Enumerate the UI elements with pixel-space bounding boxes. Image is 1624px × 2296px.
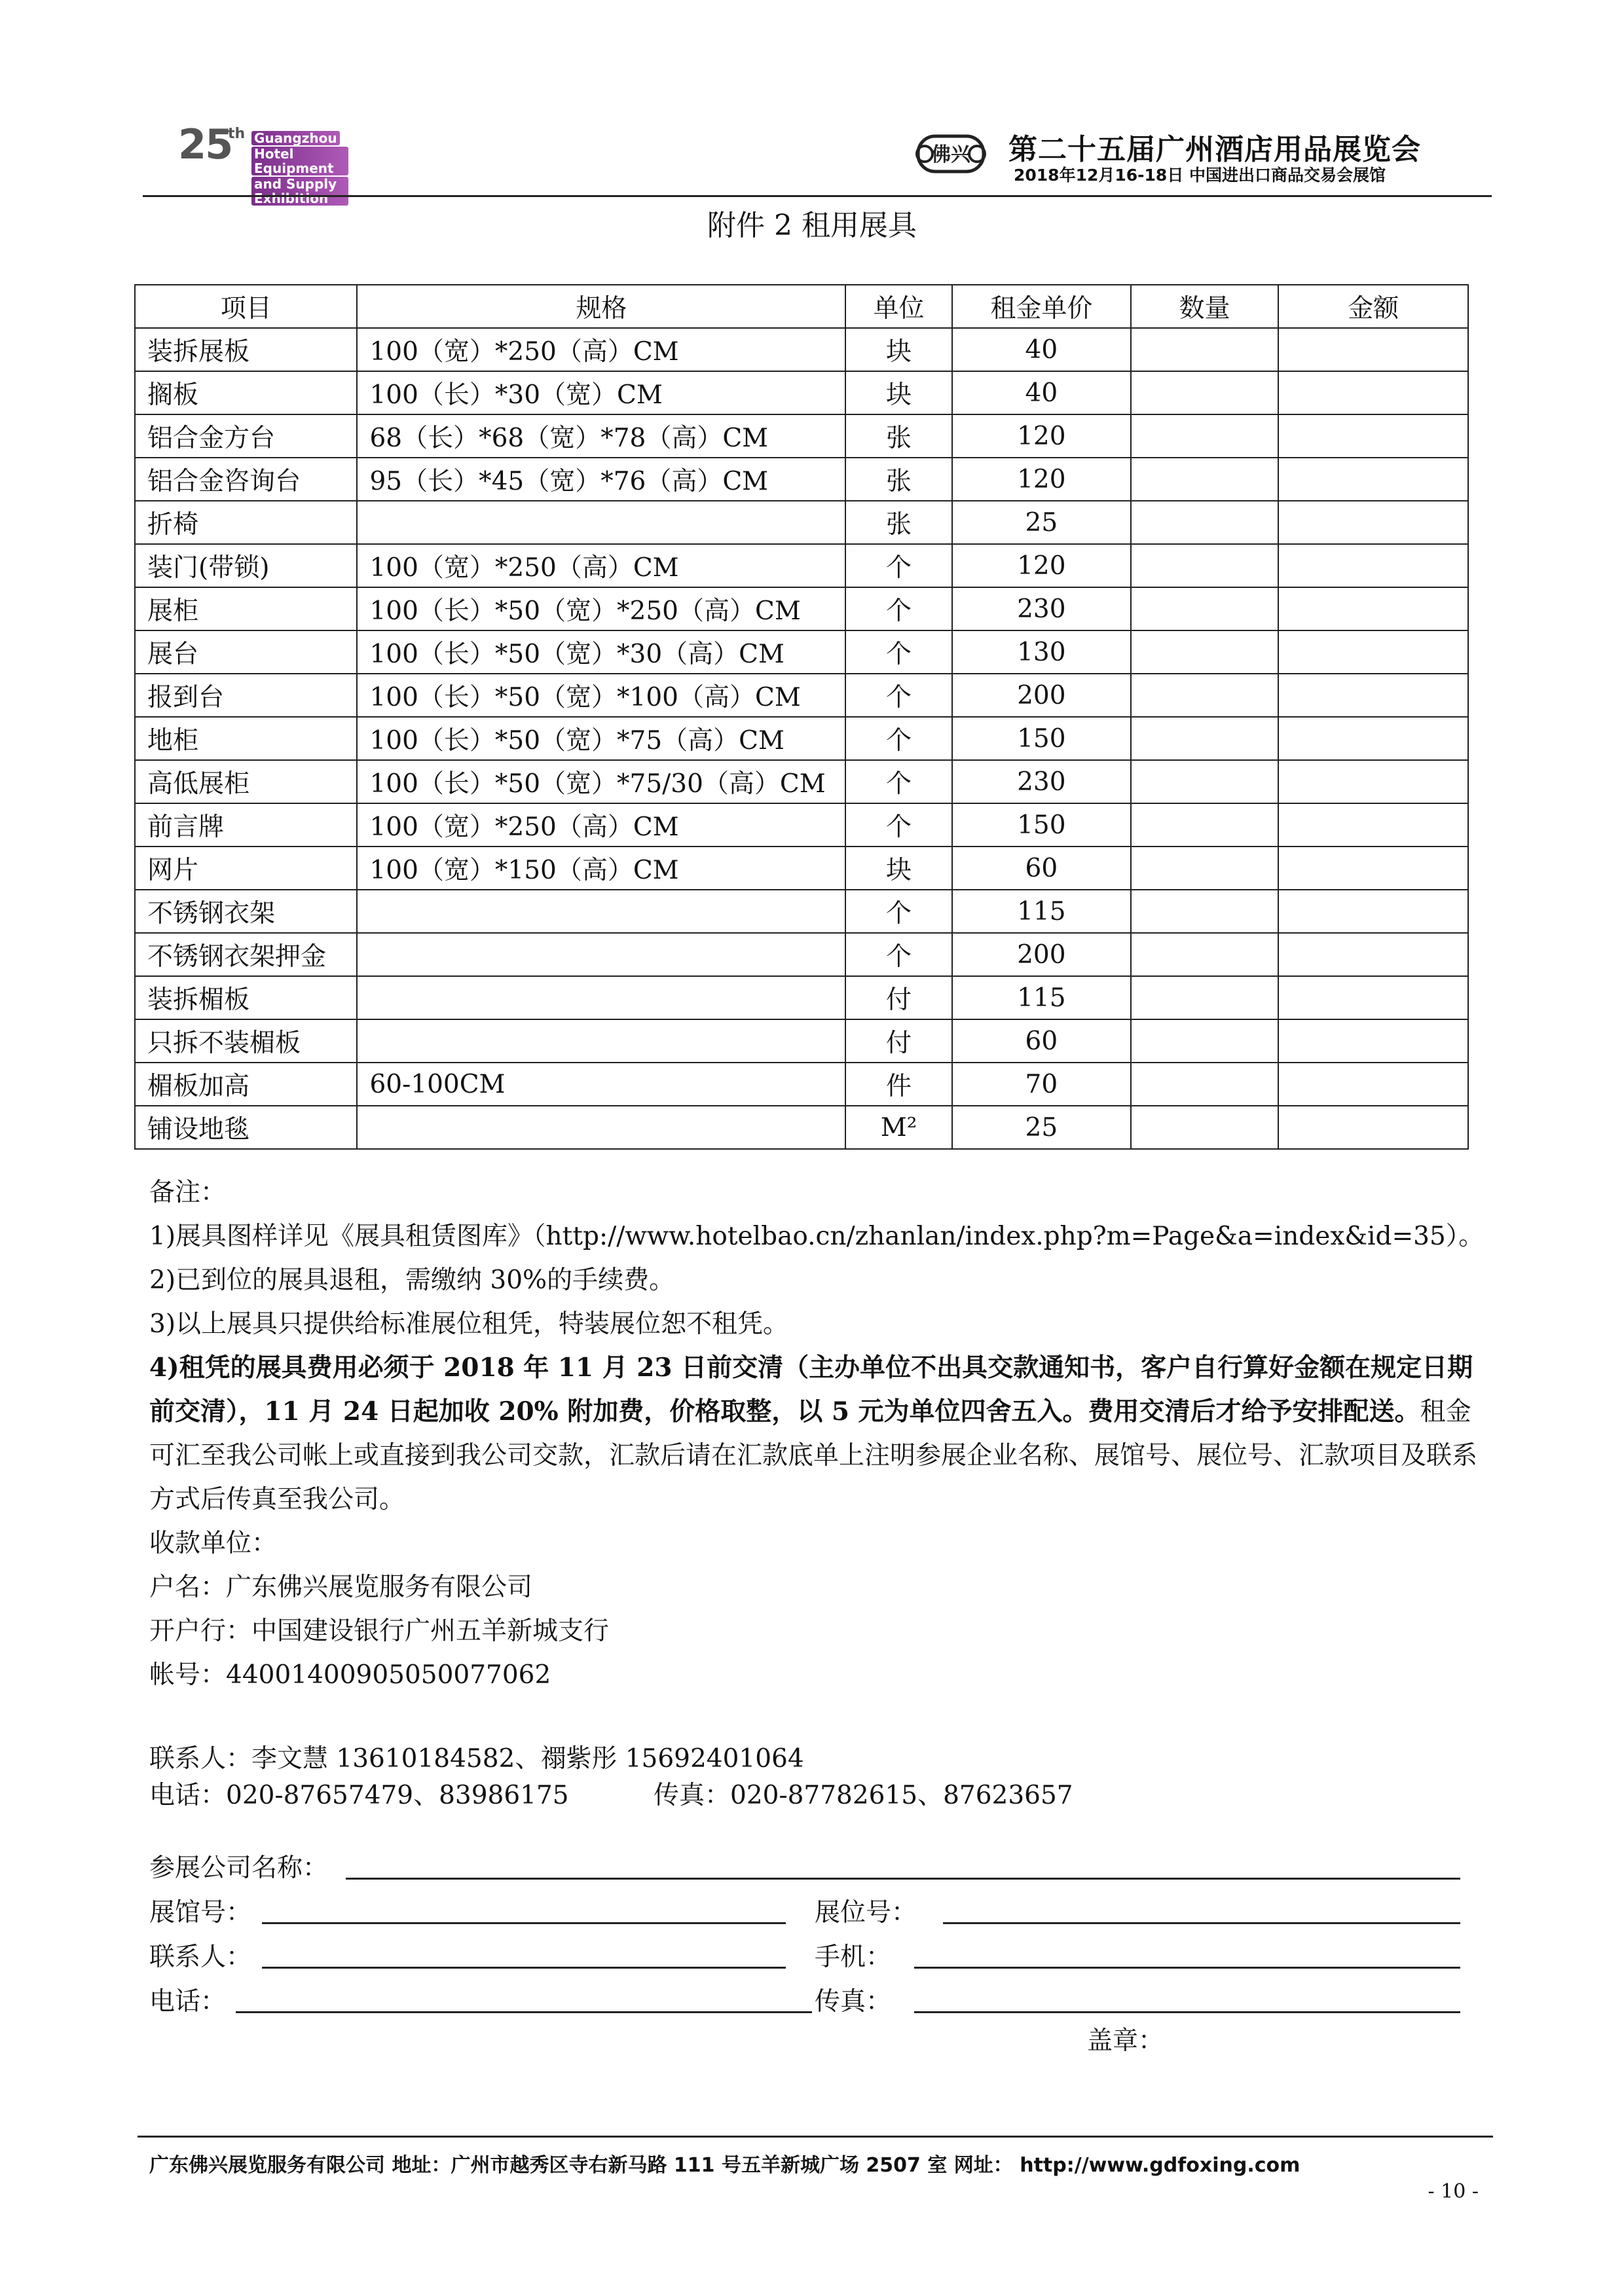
amount-cell[interactable] <box>1278 717 1468 760</box>
item-cell: 搁板 <box>135 371 357 414</box>
amount-cell[interactable] <box>1278 1019 1468 1063</box>
account-number: 帐号：44001400905050077062 <box>149 1660 551 1690</box>
quantity-cell[interactable] <box>1131 414 1278 458</box>
unit-cell: 张 <box>845 501 952 544</box>
mobile-label: 手机： <box>815 1942 892 1972</box>
spec-cell <box>357 1019 845 1063</box>
table-row <box>135 674 1468 717</box>
price-cell: 200 <box>952 674 1131 717</box>
quantity-cell[interactable] <box>1131 1063 1278 1106</box>
fax-field[interactable] <box>914 2011 1460 2013</box>
logo-number: 25 <box>178 120 232 168</box>
spec-cell: 100（长）*50（宽）*75（高）CM <box>357 717 845 760</box>
tel-label: 电话： <box>149 1987 227 2016</box>
quantity-cell[interactable] <box>1131 371 1278 414</box>
spec-cell: 100（长）*50（宽）*75/30（高）CM <box>357 760 845 803</box>
amount-cell[interactable] <box>1278 458 1468 501</box>
price-cell: 25 <box>952 501 1131 544</box>
table-row <box>135 630 1468 674</box>
unit-cell: 个 <box>845 544 952 587</box>
notes-heading: 备注： <box>149 1178 227 1207</box>
item-cell: 展柜 <box>135 587 357 630</box>
contact-phone-fax <box>149 1777 1485 1814</box>
header-amount: 金额 <box>1278 285 1468 328</box>
contact-phone: 电话：020-87657479、83986175 <box>149 1781 569 1810</box>
amount-cell[interactable] <box>1278 328 1468 371</box>
spec-cell <box>357 1106 845 1149</box>
unit-cell: 个 <box>845 933 952 976</box>
table-row <box>135 1063 1468 1106</box>
table-row <box>135 544 1468 587</box>
table-row <box>135 1106 1468 1149</box>
price-cell: 150 <box>952 717 1131 760</box>
unit-cell: 块 <box>845 328 952 371</box>
contact-persons: 联系人：李文慧 13610184582、禤紫彤 15692401064 <box>149 1744 804 1774</box>
quantity-cell[interactable] <box>1131 760 1278 803</box>
unit-cell: 张 <box>845 458 952 501</box>
item-cell: 装拆展板 <box>135 328 357 371</box>
spec-cell <box>357 890 845 933</box>
price-cell: 115 <box>952 890 1131 933</box>
account-name: 户名：广东佛兴展览服务有限公司 <box>149 1573 533 1602</box>
table-row <box>135 976 1468 1019</box>
amount-cell[interactable] <box>1278 1063 1468 1106</box>
footer-info: 广东佛兴展览服务有限公司 地址：广州市越秀区寺右新马路 111 号五羊新城广场 2507 室 网址： http://www.gdfoxing.com <box>149 2154 1301 2177</box>
amount-cell[interactable] <box>1278 587 1468 630</box>
company-name-field[interactable] <box>346 1878 1460 1880</box>
quantity-cell[interactable] <box>1131 328 1278 371</box>
spec-cell: 60-100CM <box>357 1063 845 1106</box>
unit-cell: 个 <box>845 674 952 717</box>
note-2: 2)已到位的展具退租，需缴纳 30%的手续费。 <box>149 1266 675 1295</box>
price-cell: 120 <box>952 458 1131 501</box>
foxing-logo <box>912 124 990 183</box>
price-cell: 115 <box>952 976 1131 1019</box>
item-cell: 展台 <box>135 630 357 674</box>
amount-cell[interactable] <box>1278 414 1468 458</box>
table-row <box>135 371 1468 414</box>
item-cell: 铝合金咨询台 <box>135 458 357 501</box>
table-row <box>135 458 1468 501</box>
logo-line: and Supply Exhibition <box>251 177 348 206</box>
logo-ordinal: th <box>228 126 246 142</box>
unit-cell: 件 <box>845 1063 952 1106</box>
item-cell: 不锈钢衣架 <box>135 890 357 933</box>
quantity-cell[interactable] <box>1131 717 1278 760</box>
note-3: 3)以上展具只提供给标准展位租凭，特装展位恕不租凭。 <box>149 1309 789 1339</box>
price-cell: 150 <box>952 803 1131 847</box>
spec-cell: 100（宽）*250（高）CM <box>357 328 845 371</box>
table-row <box>135 717 1468 760</box>
spec-cell: 68（长）*68（宽）*78（高）CM <box>357 414 845 458</box>
header-title: 第二十五届广州酒店用品展览会 <box>1008 133 1421 166</box>
booth-number-field[interactable] <box>943 1922 1460 1924</box>
unit-cell: 个 <box>845 717 952 760</box>
amount-cell[interactable] <box>1278 847 1468 890</box>
notes-section <box>149 1171 1485 1814</box>
amount-cell[interactable] <box>1278 371 1468 414</box>
amount-cell[interactable] <box>1278 803 1468 847</box>
spec-cell <box>357 933 845 976</box>
hall-number-label: 展馆号： <box>149 1898 252 1927</box>
tel-field[interactable] <box>236 2011 812 2013</box>
spec-cell: 100（长）*30（宽）CM <box>357 371 845 414</box>
company-name-label: 参展公司名称： <box>149 1853 329 1883</box>
unit-cell: M² <box>845 1106 952 1149</box>
price-cell: 60 <box>952 847 1131 890</box>
note-4 <box>149 1346 1485 1522</box>
contact-label: 联系人： <box>149 1942 252 1972</box>
unit-cell: 块 <box>845 371 952 414</box>
spec-cell <box>357 501 845 544</box>
item-cell: 不锈钢衣架押金 <box>135 933 357 976</box>
price-cell: 25 <box>952 1106 1131 1149</box>
header-subtitle: 2018年12月16-18日 中国进出口商品交易会展馆 <box>1014 166 1386 185</box>
unit-cell: 个 <box>845 760 952 803</box>
quantity-cell[interactable] <box>1131 890 1278 933</box>
logo-line: Hotel Equipment <box>251 147 348 175</box>
spec-cell: 100（宽）*250（高）CM <box>357 803 845 847</box>
unit-cell: 张 <box>845 414 952 458</box>
amount-cell[interactable] <box>1278 1106 1468 1149</box>
amount-cell[interactable] <box>1278 933 1468 976</box>
exhibition-logo <box>178 120 348 206</box>
item-cell: 地柜 <box>135 717 357 760</box>
price-cell: 230 <box>952 587 1131 630</box>
footer-divider <box>138 2136 1493 2138</box>
table-row <box>135 1019 1468 1063</box>
quantity-cell[interactable] <box>1131 847 1278 890</box>
amount-cell[interactable] <box>1278 674 1468 717</box>
quantity-cell[interactable] <box>1131 933 1278 976</box>
quantity-cell[interactable] <box>1131 1106 1278 1149</box>
table-row <box>135 760 1468 803</box>
hall-number-field[interactable] <box>262 1922 786 1924</box>
seal-label: 盖章： <box>1087 2026 1164 2056</box>
table-row <box>135 328 1468 371</box>
price-cell: 120 <box>952 414 1131 458</box>
price-cell: 40 <box>952 371 1131 414</box>
table-row <box>135 414 1468 458</box>
note-4-normal: 租金可汇至我公司帐上或直接到我公司交款，汇款后请在汇款底单上注明参展企业名称、展馆号、展位号、汇款项目及联系方式后传真至我公司。 <box>149 1397 1478 1514</box>
header-spec: 规格 <box>357 285 845 328</box>
item-cell: 楣板加高 <box>135 1063 357 1106</box>
price-cell: 120 <box>952 544 1131 587</box>
quantity-cell[interactable] <box>1131 587 1278 630</box>
note-4-bold: 4)租凭的展具费用必须于 2018 年 11 月 23 日前交清（主办单位不出具交款通知书，客户自行算好金额在规定日期前交清），11 月 24 日起加收 20% 附加费，价格取整，以 5 元为单位四舍五入。费用交清后才给予安排配送。 <box>149 1353 1473 1427</box>
quantity-cell[interactable] <box>1131 458 1278 501</box>
page-number: - 10 - <box>1428 2180 1479 2203</box>
spec-cell: 100（宽）*150（高）CM <box>357 847 845 890</box>
spec-cell: 100（宽）*250（高）CM <box>357 544 845 587</box>
amount-cell[interactable] <box>1278 630 1468 674</box>
header-unit: 单位 <box>845 285 952 328</box>
contact-field[interactable] <box>262 1967 786 1969</box>
spec-cell: 100（长）*50（宽）*30（高）CM <box>357 630 845 674</box>
header-quantity: 数量 <box>1131 285 1278 328</box>
header-item: 项目 <box>135 285 357 328</box>
rental-items-table <box>134 284 1469 1150</box>
quantity-cell[interactable] <box>1131 976 1278 1019</box>
price-cell: 230 <box>952 760 1131 803</box>
table-row <box>135 933 1468 976</box>
item-cell: 装拆楣板 <box>135 976 357 1019</box>
amount-cell[interactable] <box>1278 890 1468 933</box>
item-cell: 高低展柜 <box>135 760 357 803</box>
quantity-cell[interactable] <box>1131 630 1278 674</box>
document-title: 附件 2 租用展具 <box>707 209 917 242</box>
unit-cell: 个 <box>845 803 952 847</box>
fax-label: 传真： <box>815 1987 892 2016</box>
unit-cell: 付 <box>845 1019 952 1063</box>
price-cell: 200 <box>952 933 1131 976</box>
quantity-cell[interactable] <box>1131 501 1278 544</box>
quantity-cell[interactable] <box>1131 674 1278 717</box>
table-header-row <box>135 285 1468 328</box>
item-cell: 装门(带锁) <box>135 544 357 587</box>
unit-cell: 个 <box>845 630 952 674</box>
price-cell: 130 <box>952 630 1131 674</box>
table-row <box>135 803 1468 847</box>
spec-cell: 100（长）*50（宽）*250（高）CM <box>357 587 845 630</box>
header-price: 租金单价 <box>952 285 1131 328</box>
quantity-cell[interactable] <box>1131 803 1278 847</box>
table-row <box>135 587 1468 630</box>
contact-fax: 传真：020-87782615、87623657 <box>654 1781 1073 1810</box>
item-cell: 铺设地毯 <box>135 1106 357 1149</box>
unit-cell: 块 <box>845 847 952 890</box>
item-cell: 前言牌 <box>135 803 357 847</box>
table-row <box>135 501 1468 544</box>
quantity-cell[interactable] <box>1131 1019 1278 1063</box>
header-divider <box>143 195 1492 197</box>
item-cell: 铝合金方台 <box>135 414 357 458</box>
booth-number-label: 展位号： <box>815 1898 917 1927</box>
amount-cell[interactable] <box>1278 501 1468 544</box>
unit-cell: 个 <box>845 587 952 630</box>
item-cell: 网片 <box>135 847 357 890</box>
amount-cell[interactable] <box>1278 976 1468 1019</box>
unit-cell: 付 <box>845 976 952 1019</box>
mobile-field[interactable] <box>914 1967 1460 1969</box>
spec-cell <box>357 976 845 1019</box>
spec-cell: 95（长）*45（宽）*76（高）CM <box>357 458 845 501</box>
note-1: 1)展具图样详见《展具租赁图库》（http://www.hotelbao.cn/zhanlan/index.php?m=Page&a=index&id=35）。 <box>149 1222 1485 1251</box>
payee-label: 收款单位： <box>149 1529 278 1558</box>
logo-right-text: 佛兴 <box>931 143 970 166</box>
quantity-cell[interactable] <box>1131 544 1278 587</box>
item-cell: 只拆不装楣板 <box>135 1019 357 1063</box>
unit-cell: 个 <box>845 890 952 933</box>
table-row <box>135 890 1468 933</box>
table-row <box>135 847 1468 890</box>
item-cell: 折椅 <box>135 501 357 544</box>
logo-line: Guangzhou <box>251 131 340 145</box>
price-cell: 60 <box>952 1019 1131 1063</box>
amount-cell[interactable] <box>1278 760 1468 803</box>
spec-cell: 100（长）*50（宽）*100（高）CM <box>357 674 845 717</box>
amount-cell[interactable] <box>1278 544 1468 587</box>
price-cell: 40 <box>952 328 1131 371</box>
price-cell: 70 <box>952 1063 1131 1106</box>
bank-name: 开户行：中国建设银行广州五羊新城支行 <box>149 1616 610 1646</box>
item-cell: 报到台 <box>135 674 357 717</box>
